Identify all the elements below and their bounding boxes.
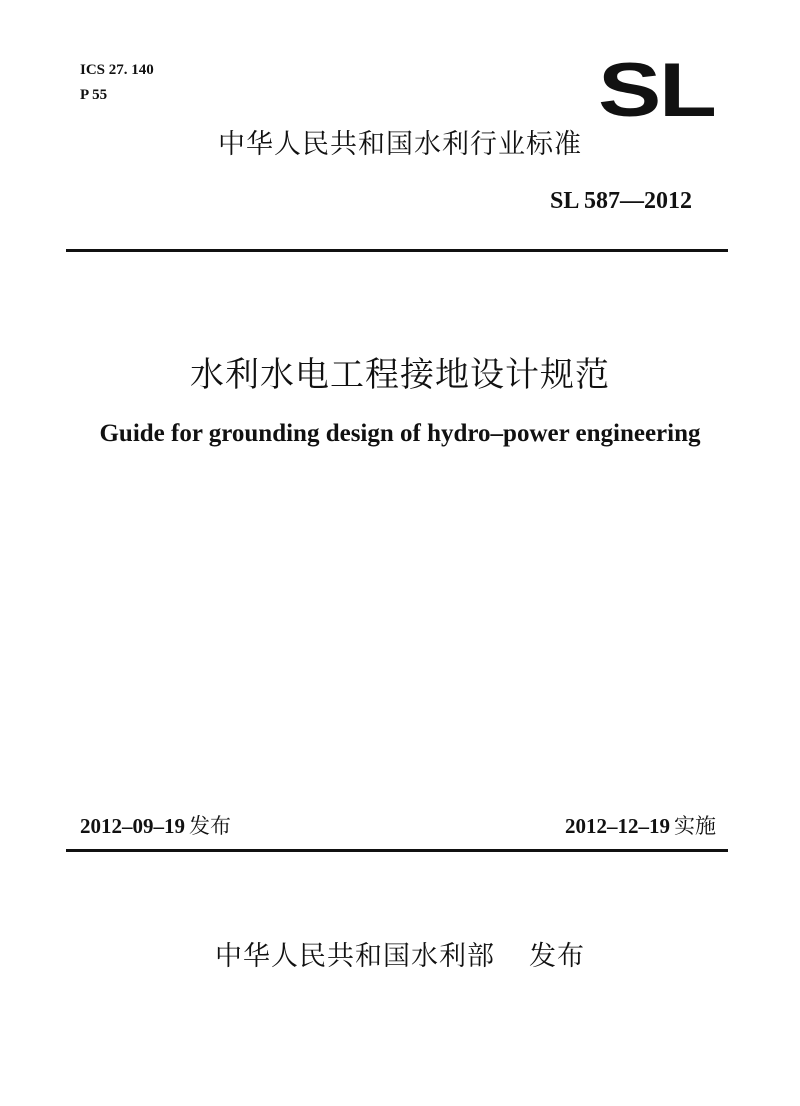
bottom-divider [66,849,728,852]
sl-logo-text: SL [598,48,715,133]
ics-code: ICS 27. 140 [80,62,154,78]
industry-standard-heading: 中华人民共和国水利行业标准 [218,129,582,160]
issue-date-line [80,812,231,840]
issue-date: 2012–09–19 [80,814,185,838]
publish-label: 发布 [529,941,585,972]
issue-label: 发布 [189,814,231,838]
implementation-date-line [565,812,716,840]
sl-logo [598,48,716,133]
publisher-line [0,940,800,974]
document-title-chinese: 水利水电工程接地设计规范 [190,355,610,395]
implementation-label: 实施 [674,814,716,838]
implementation-date: 2012–12–19 [565,814,670,838]
standard-number: SL 587—2012 [549,188,692,214]
publisher-name: 中华人民共和国水利部 [215,941,495,972]
category-code: P 55 [80,87,108,103]
top-divider [66,249,728,252]
document-title-english: Guide for grounding design of hydro–power engineering [99,420,701,447]
